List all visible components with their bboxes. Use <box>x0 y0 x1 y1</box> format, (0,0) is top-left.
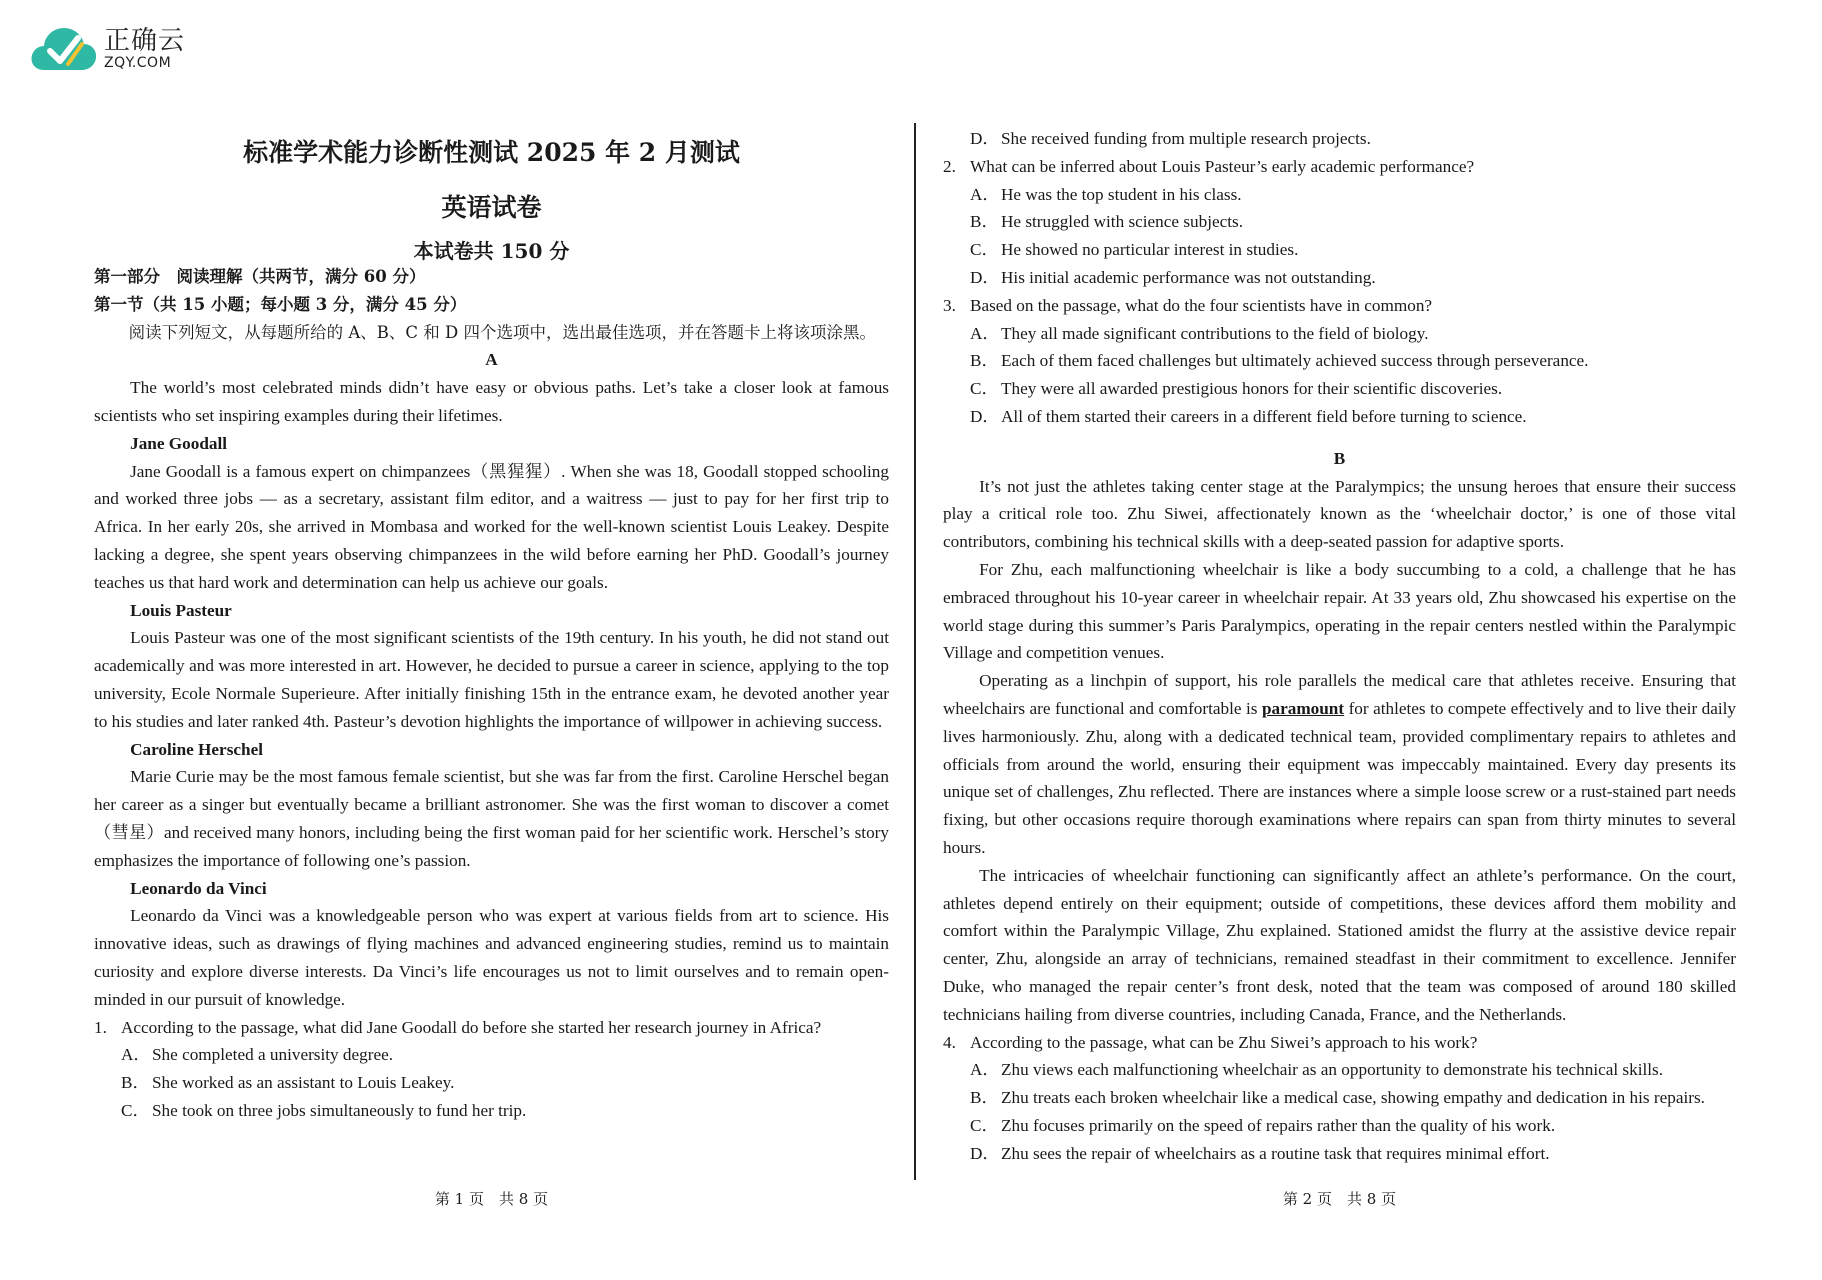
question-4: 4. According to the passage, what can be Zhu Siwei’s approach to his work? <box>943 1032 1478 1052</box>
question-1-option-d: D．She received funding from multiple research projects. <box>970 129 1371 148</box>
exam-title: 标准学术能力诊断性测试 2025 年 2 月测试 <box>243 138 740 167</box>
paragraph-davinci: Leonardo da Vinci was a knowledgeable person who was expert at various fields from art to science. His innovative ideas, such as drawings of flying machines and advanced engineering studies, remind us to maintain curiosity and explore diverse interests. Da Vinci’s life encourages us not to limit ourselves and to remain open-minded in our pursuit of knowledge. <box>94 906 889 1009</box>
passage-a-intro: The world’s most celebrated minds didn’t have easy or obvious paths. Let’s take a closer look at famous scientists who set inspiring examples during their lifetimes. <box>94 378 889 425</box>
passage-b-paragraph-2: For Zhu, each malfunctioning wheelchair is like a body succumbing to a cold, a challenge that he has embraced throughout his 10-year career in wheelchair repair. At 33 years old, Zhu showcased his expertise on the world stage during this summer’s Paris Paralympics, operating in the repair centers nestled within the Paralympic Village and competition venues. <box>943 559 1736 663</box>
question-3-option-b: B． Each of them faced challenges but ultimately achieved success through perseverance. <box>970 351 1589 371</box>
passage-b-paragraph-3: Operating as a linchpin of support, his role parallels the medical care that athletes receive. Ensuring that wheelchairs are functional and comfortable is paramount for athletes to compete effectively and to live their daily lives harmoniously. Zhu, along with a dedicated technical team, provided complimentary repairs to athletes and officials from around the world, ensuring their equipment was impeccably maintained. Every day presents its unique set of challenges, Zhu reflected. There are instances where a simple loose screw or a rust-stained part needs fixing, but other occasions require thorough examinations where repairs can span from thirty minutes to several hours. <box>943 671 1737 857</box>
exam-total-score: 本试卷共 150 分 <box>413 239 570 263</box>
scientist-heading-herschel: Caroline Herschel <box>130 739 263 759</box>
section-heading: 第一节（共 15 小题；每小题 3 分，满分 45 分） <box>94 294 467 314</box>
page-2-content <box>943 125 1736 1167</box>
question-3-option-d: D．All of them started their careers in a different field before turning to science. <box>970 406 1527 426</box>
logo-chinese-name: 正确云 <box>104 26 186 56</box>
question-2-text: What can be inferred about Louis Pasteur’s early academic performance? <box>970 156 1475 176</box>
passage-label-b: B <box>1333 448 1346 468</box>
question-1-option-a: A．She completed a university degree. <box>121 1045 394 1065</box>
question-4-text: According to the passage, what can be Zhu Siwei’s approach to his work? <box>970 1032 1478 1052</box>
passage-label-a: A <box>485 350 498 370</box>
passage-b-paragraph-4: The intricacies of wheelchair functioning can significantly affect an athlete’s performance. On the court, athletes depend entirely on their equipment; outside of competitions, these devices afford them mobility and comfort within the Paralympic Village, Zhu explained. Stationed amidst the flurry at the assistive device repair center, Zhu, alongside an array of technicians, remained steadfast in their commitment to excellence. Jennifer Duke, who managed the repair center’s front desk, noted that the team was composed of around 180 skilled technicians hailing from diverse countries, including Canada, France, and the Netherlands. <box>943 865 1736 1024</box>
scientist-heading-davinci: Leonardo da Vinci <box>130 878 267 898</box>
cloud-check-icon <box>30 24 98 74</box>
paragraph-herschel: Marie Curie may be the most famous female scientist, but she was far from the first. Caroline Herschel began her career as a singer but eventually became a brilliant astronomer. She was the first woman to discover a comet（彗星）and received many honors, including being the first woman paid for her scientific work. Herschel’s story emphasizes the importance of following one’s passion. <box>94 767 889 870</box>
passage-b-paragraph-1: It’s not just the athletes taking center stage at the Paralympics; the unsung heroes that ensure their success play a critical role too. Zhu Siwei, affectionately known as the ‘wheelchair doctor,’ is one of those vital contributors, combining his technical skills with a deep-seated passion for adaptive sports. <box>943 476 1736 552</box>
page-2-footer: 第 2 页 共 8 页 <box>1282 1190 1397 1208</box>
paragraph-goodall: Jane Goodall is a famous expert on chimpanzees（黑猩猩）. When she was 18, Goodall stopped schooling and worked three jobs — as a secretary, assistant film editor, and a waitress — just to pay for her first trip to Africa. In her early 20s, she arrived in Mombasa and worked for the well-known scientist Louis Leakey. Despite lacking a degree, she spent years observing chimpanzees in the wild before earning her PhD. Goodall’s journey teaches us that hard work and determination can help us achieve our goals. <box>94 461 889 592</box>
page-1-footer: 第 1 页 共 8 页 <box>434 1190 549 1208</box>
question-1-text: According to the passage, what did Jane Goodall do before she started her research journey in Africa? <box>121 1017 822 1037</box>
question-2-option-b: B． He struggled with science subjects. <box>970 212 1243 232</box>
question-4-option-c: C． Zhu focuses primarily on the speed of repairs rather than the quality of his work. <box>970 1115 1556 1135</box>
instruction-text: 阅读下列短文，从每题所给的 A、B、C 和 D 四个选项中，选出最佳选项，并在答题卡上将该项涂黑。 <box>128 322 877 342</box>
question-4-option-b: B． Zhu treats each broken wheelchair like a medical case, showing empathy and dedication in his repairs. <box>970 1088 1705 1108</box>
question-4-option-a: A．Zhu views each malfunctioning wheelchair as an opportunity to demonstrate his technical skills. <box>970 1060 1664 1080</box>
question-3-option-c: C． They were all awarded prestigious honors for their scientific discoveries. <box>970 379 1503 399</box>
question-2-option-c: C． He showed no particular interest in studies. <box>970 240 1299 260</box>
question-3-option-a: A．They all made significant contributions to the field of biology. <box>970 323 1429 343</box>
paragraph-pasteur: Louis Pasteur was one of the most significant scientists of the 19th century. In his youth, he did not stand out academically and was more interested in art. However, he decided to pursue a career in science, applying to the top university, Ecole Normale Superieure. After initially finishing 15th in the entrance exam, he devoted another year to his studies and later ranked 4th. Pasteur’s devotion highlights the importance of willpower in achieving success. <box>94 628 889 731</box>
scientist-heading-goodall: Jane Goodall <box>130 433 228 453</box>
scientist-heading-pasteur: Louis Pasteur <box>130 600 232 620</box>
question-1-option-b: B． She worked as an assistant to Louis Leakey. <box>121 1073 455 1093</box>
question-3: 3. Based on the passage, what do the four scientists have in common? <box>943 295 1433 315</box>
exam-subtitle: 英语试卷 <box>441 193 542 222</box>
question-3-text: Based on the passage, what do the four scientists have in common? <box>970 295 1433 315</box>
question-2: 2. What can be inferred about Louis Pasteur’s early academic performance? <box>943 156 1475 176</box>
question-4-option-d: D．Zhu sees the repair of wheelchairs as a routine task that requires minimal effort. <box>970 1143 1550 1163</box>
question-1: 1. According to the passage, what did Jane Goodall do before she started her research journey in Africa? <box>94 1017 822 1037</box>
keyword-paramount: paramount <box>1261 698 1345 718</box>
column-divider <box>914 123 916 1180</box>
question-2-option-a: A．He was the top student in his class. <box>970 184 1242 204</box>
question-2-option-d: D．His initial academic performance was not outstanding. <box>970 267 1376 287</box>
question-1-option-c: C． She took on three jobs simultaneously to fund her trip. <box>121 1100 527 1120</box>
page-1-content <box>94 263 889 1125</box>
logo-domain: ZQY.COM <box>104 55 172 71</box>
site-logo <box>30 24 185 74</box>
part-heading: 第一部分 阅读理解（共两节，满分 60 分） <box>94 267 426 286</box>
